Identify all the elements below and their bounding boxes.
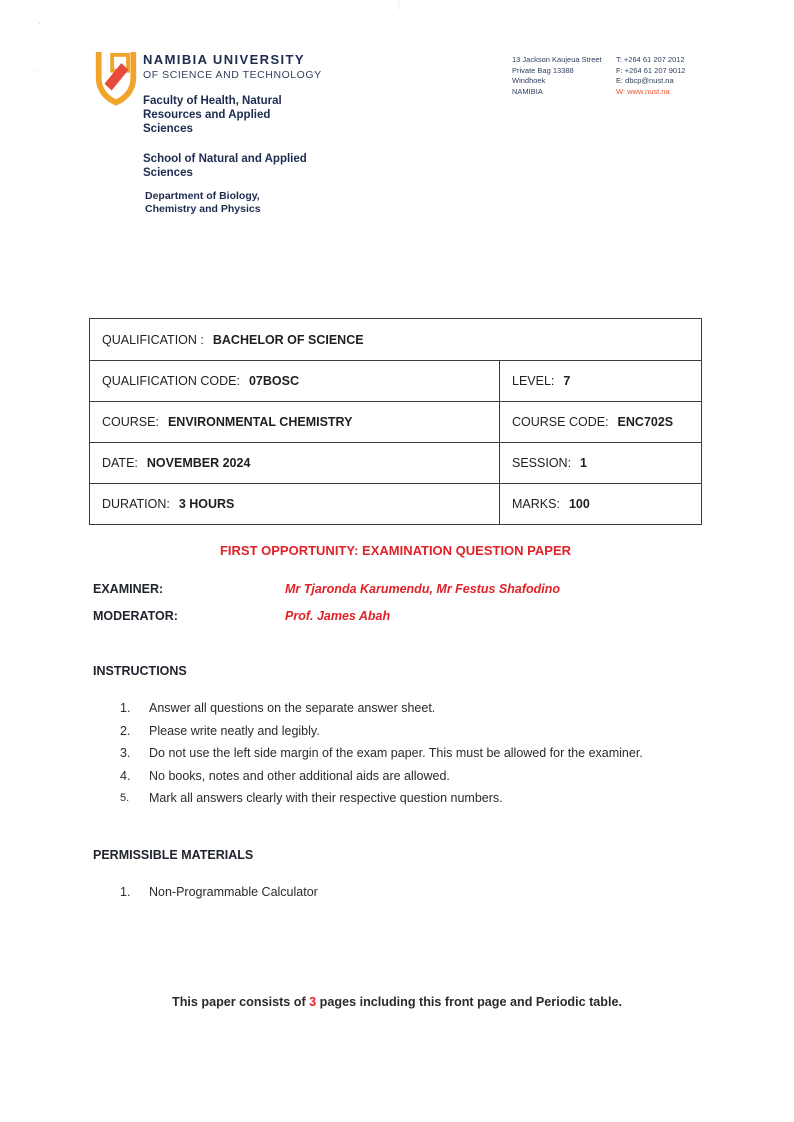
- faculty-name: [143, 94, 282, 136]
- qualification-cell: [90, 319, 701, 360]
- duration-value: 3 HOURS: [178, 497, 235, 511]
- department-name: [145, 190, 261, 216]
- address-line: 13 Jackson Kaujeua Street: [512, 55, 602, 64]
- course-code-value: ENC702S: [617, 415, 674, 429]
- footer-page-count: 3: [309, 995, 317, 1009]
- moderator-label: MODERATOR:: [93, 609, 178, 623]
- address-line: Private Bag 13388: [512, 65, 574, 75]
- item-number: 2.: [120, 723, 131, 738]
- item-number: 4.: [120, 768, 131, 783]
- university-name-line2: OF SCIENCE AND TECHNOLOGY: [143, 69, 322, 81]
- faculty-line: Sciences: [143, 123, 193, 135]
- fax-line: F: +264 61 207 9012: [616, 65, 686, 75]
- level-label: LEVEL:: [512, 374, 555, 388]
- item-number: 3.: [120, 746, 131, 760]
- list-item: [120, 697, 676, 720]
- footer-text: pages including this front page and Periodic table.: [316, 995, 622, 1009]
- item-number: 5.: [120, 792, 130, 804]
- school-line: School of Natural and Applied: [143, 153, 307, 165]
- opportunity-title: FIRST OPPORTUNITY: EXAMINATION QUESTION PAPER: [219, 543, 571, 558]
- scan-artifact: ¦: [398, 1, 401, 10]
- level-cell: [499, 360, 701, 401]
- level-value: 7: [563, 374, 571, 388]
- address-line: NAMIBIA: [512, 86, 543, 96]
- qualification-code-value: 07BOSC: [248, 374, 300, 388]
- list-item: [120, 787, 676, 810]
- examiner-value: Mr Tjaronda Karumendu, Mr Festus Shafodino: [285, 582, 561, 596]
- marks-label: MARKS:: [512, 497, 560, 511]
- university-wordmark: [143, 52, 322, 81]
- qualification-value: BACHELOR OF SCIENCE: [212, 332, 364, 347]
- item-text: Do not use the left side margin of the exam paper. This must be allowed for the examiner.: [149, 746, 643, 760]
- address-block: [512, 55, 616, 97]
- date-label: DATE:: [102, 456, 138, 470]
- instructions-list: [120, 697, 676, 810]
- date-value: NOVEMBER 2024: [146, 456, 251, 470]
- faculty-line: Resources and Applied: [143, 109, 271, 121]
- footer-text: This paper consists of: [172, 995, 310, 1009]
- scan-artifact: ʻ: [39, 21, 41, 30]
- item-text: No books, notes and other additional aids are allowed.: [149, 768, 450, 783]
- list-item: [120, 765, 676, 788]
- moderator-row: [93, 609, 390, 623]
- website-link: W: www.nust.na: [616, 86, 670, 96]
- item-number: 1.: [120, 701, 131, 715]
- item-text: Non-Programmable Calculator: [149, 885, 318, 899]
- qualification-label: QUALIFICATION :: [102, 332, 204, 347]
- duration-label: DURATION:: [102, 497, 170, 511]
- examiner-row: [93, 582, 560, 596]
- school-name: [143, 152, 307, 180]
- duration-cell: [90, 483, 499, 524]
- permissible-materials-heading: PERMISSIBLE MATERIALS: [93, 848, 254, 862]
- course-code-label: COURSE CODE:: [512, 415, 609, 429]
- item-text: Mark all answers clearly with their respective question numbers.: [149, 791, 503, 805]
- address-line: Windhoek: [512, 76, 546, 85]
- session-cell: [499, 442, 701, 483]
- exam-info-table: [89, 318, 702, 525]
- instructions-heading: INSTRUCTIONS: [93, 664, 187, 678]
- page-count-note: [90, 995, 704, 1009]
- moderator-value: Prof. James Abah: [285, 609, 391, 623]
- department-line: Department of Biology,: [145, 190, 260, 202]
- nust-shield-logo-icon: [92, 48, 140, 106]
- department-line: Chemistry and Physics: [145, 203, 261, 215]
- item-text: Answer all questions on the separate answer sheet.: [149, 701, 436, 715]
- course-label: COURSE:: [102, 415, 159, 429]
- phone-line: T: +264 61 207 2012: [616, 55, 685, 64]
- contact-block: [512, 55, 726, 97]
- permissible-materials-list: [120, 881, 676, 904]
- item-number: 1.: [120, 885, 131, 899]
- session-label: SESSION:: [512, 456, 572, 470]
- list-item: [120, 742, 676, 765]
- course-code-cell: [499, 401, 701, 442]
- list-item: [120, 720, 676, 743]
- email-line: E: dbcp@nust.na: [616, 76, 674, 85]
- list-item: [120, 881, 676, 904]
- university-name: NAMIBIA UNIVERSITY: [143, 52, 305, 67]
- marks-value: 100: [568, 497, 590, 511]
- course-cell: [90, 401, 499, 442]
- marks-cell: [499, 483, 701, 524]
- qualification-code-cell: [90, 360, 499, 401]
- scan-artifact: ‚: [36, 65, 38, 74]
- session-value: 1: [580, 456, 587, 470]
- date-cell: [90, 442, 499, 483]
- phone-block: [616, 55, 726, 97]
- faculty-line: Faculty of Health, Natural: [143, 95, 282, 107]
- item-text: Please write neatly and legibly.: [149, 723, 320, 738]
- school-line: Sciences: [143, 167, 193, 179]
- qualification-code-label: QUALIFICATION CODE:: [102, 374, 240, 388]
- examiner-label: EXAMINER:: [93, 582, 164, 596]
- course-value: ENVIRONMENTAL CHEMISTRY: [167, 415, 353, 429]
